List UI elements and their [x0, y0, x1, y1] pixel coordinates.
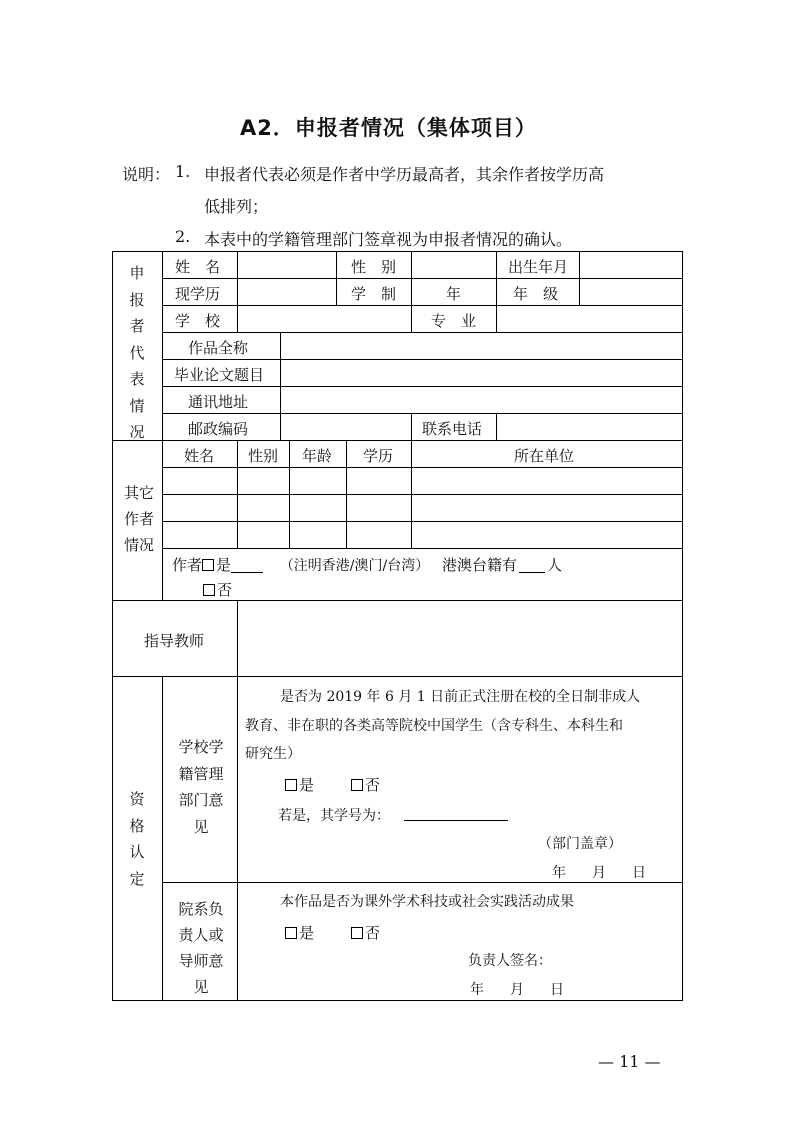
hk-no-label: 否	[217, 581, 233, 599]
rep-gender-label: 性 别	[351, 258, 397, 276]
dept-date-year: 年	[470, 982, 484, 998]
rep-grade-label: 年 级	[513, 285, 559, 303]
hk-note: （注明香港/澳门/台湾）	[279, 558, 430, 574]
note-1-line-1: 申报者代表必须是作者中学历最高者，其余作者按学历高	[204, 165, 605, 184]
dept-no-option	[351, 922, 380, 943]
notes-prefix: 说明：	[122, 165, 171, 184]
rep-school-field[interactable]	[238, 306, 410, 332]
rep-birth-field[interactable]	[580, 252, 681, 278]
rep-education-field[interactable]	[238, 279, 335, 305]
school-no-option	[351, 774, 380, 795]
dept-stamp-label: （部门盖章）	[538, 836, 622, 852]
dept-date-day: 日	[550, 982, 564, 998]
others-header-unit: 所在单位	[514, 447, 575, 465]
school-yes-checkbox[interactable]	[285, 779, 297, 791]
dept-question: 本作品是否为课外学术科技或社会实践活动成果	[280, 894, 574, 910]
rep-address-field[interactable]	[281, 387, 681, 413]
rep-thesis-label: 毕业论文题目	[174, 366, 265, 384]
rep-education-label: 现学历	[175, 285, 221, 303]
student-number-label: 若是，其学号为：	[278, 808, 390, 824]
rep-thesis-field[interactable]	[281, 360, 681, 386]
hk-yes-checkbox[interactable]	[202, 559, 214, 571]
rep-postcode-label: 邮政编码	[188, 420, 249, 438]
school-question-line-3: 研究生）	[245, 746, 301, 762]
school-no-label: 否	[365, 776, 381, 794]
student-number-field[interactable]	[404, 820, 508, 821]
dept-date-month: 月	[510, 982, 524, 998]
school-question-line-1: 是否为 2019 年 6 月 1 日前正式注册在校的全日制非成人	[280, 689, 641, 705]
rep-address-label: 通讯地址	[188, 393, 249, 411]
note-2-text: 本表中的学籍管理部门签章视为申报者情况的确认。	[204, 230, 573, 249]
rep-side-label: 申报者代表情况	[129, 264, 145, 441]
rep-grade-field[interactable]	[580, 279, 681, 305]
rep-schooling-field[interactable]	[412, 279, 442, 305]
rep-phone-label: 联系电话	[422, 420, 483, 438]
hk-count-blank[interactable]	[519, 572, 545, 573]
rep-phone-field[interactable]	[497, 414, 681, 440]
school-yes-option	[285, 774, 314, 795]
dept-no-checkbox[interactable]	[351, 927, 363, 939]
school-question-line-2: 教育、非在职的各类高等院校中国学生（含专科生、本科生和	[245, 718, 623, 734]
advisor-label: 指导教师	[144, 632, 205, 650]
rep-postcode-field[interactable]	[281, 414, 410, 440]
hk-count-suffix: 人	[547, 556, 563, 574]
rep-schooling-label: 学 制	[351, 285, 397, 303]
rep-year-unit: 年	[446, 285, 462, 303]
hk-region-blank[interactable]	[231, 572, 263, 573]
others-header-age: 年龄	[302, 447, 333, 465]
others-row-3[interactable]	[163, 522, 681, 548]
others-header-education: 学历	[363, 447, 394, 465]
rep-birth-label: 出生年月	[508, 258, 569, 276]
page-title: A2．申报者情况（集体项目）	[240, 116, 537, 140]
others-side-label: 其它作者情况	[123, 484, 154, 554]
dept-no-label: 否	[365, 924, 381, 942]
advisor-field[interactable]	[238, 601, 681, 675]
school-yes-label: 是	[299, 776, 315, 794]
others-header-name: 姓名	[184, 447, 215, 465]
hk-yes-label: 是	[216, 556, 232, 574]
others-row-1[interactable]	[163, 468, 681, 494]
rep-work-title-label: 作品全称	[188, 339, 249, 357]
dept-head-label: 院系负责人或导师意见	[178, 900, 224, 996]
dept-yes-checkbox[interactable]	[285, 927, 297, 939]
hk-count-prefix: 港澳台籍有	[442, 556, 518, 574]
school-no-checkbox[interactable]	[351, 779, 363, 791]
school-dept-label: 学校学籍管理部门意见	[178, 738, 224, 836]
school-date-year: 年	[552, 865, 566, 881]
rep-name-label: 姓 名	[175, 258, 221, 276]
others-header-gender: 性别	[248, 447, 279, 465]
school-date-month: 月	[592, 865, 606, 881]
rep-major-label: 专 业	[431, 312, 477, 330]
dept-yes-label: 是	[299, 924, 315, 942]
others-row-2[interactable]	[163, 495, 681, 521]
rep-work-title-field[interactable]	[281, 333, 681, 359]
note-1-number: 1.	[175, 162, 191, 181]
hk-no-line	[203, 579, 232, 600]
school-date-day: 日	[632, 865, 646, 881]
dept-yes-option	[285, 922, 314, 943]
qualification-side-label: 资格认定	[129, 790, 145, 888]
note-2-number: 2.	[175, 227, 191, 246]
rep-name-field[interactable]	[238, 252, 335, 278]
signature-label: 负责人签名：	[468, 953, 552, 969]
hk-line-prefix: 作者	[172, 556, 203, 574]
rep-major-field[interactable]	[497, 306, 681, 332]
hk-line	[172, 554, 562, 575]
hk-no-checkbox[interactable]	[203, 584, 215, 596]
note-1-line-2: 低排列；	[204, 197, 269, 216]
rep-school-label: 学 校	[175, 312, 221, 330]
page-number: — 11 —	[598, 1052, 661, 1071]
rep-gender-field[interactable]	[412, 252, 495, 278]
